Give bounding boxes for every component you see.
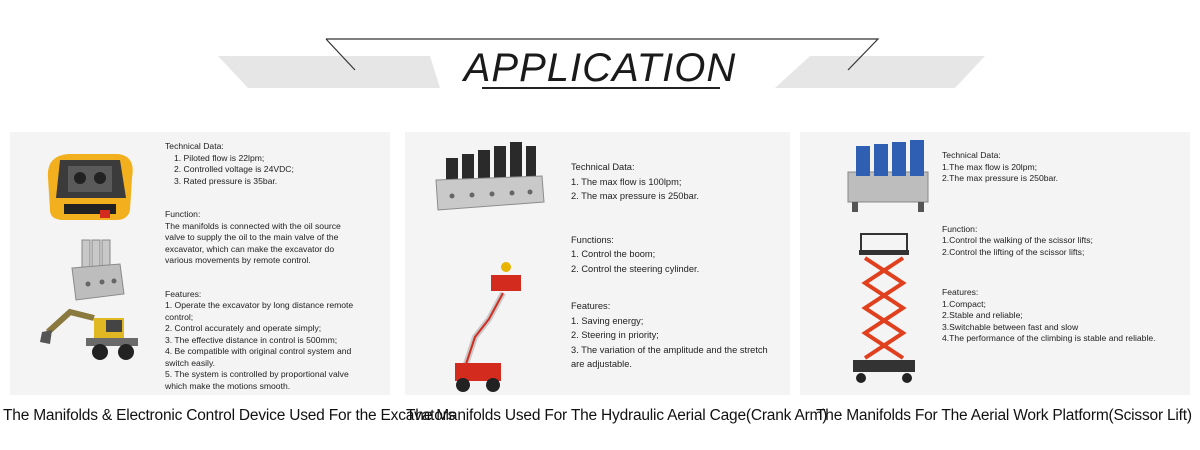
panel2-text — [571, 160, 768, 372]
function-line: excavator, which can make the excavator do — [165, 243, 335, 254]
function-line: 2. Control the steering cylinder. — [571, 263, 700, 274]
feature-line: are adjustable. — [571, 359, 632, 369]
scissor-lift-image — [845, 228, 920, 386]
tech-line: 1. Piloted flow is 22lpm; — [174, 152, 265, 163]
feature-line: 3. The variation of the amplitude and the stretch — [571, 344, 768, 355]
feature-line: 4. Be compatible with original control system and — [165, 346, 352, 356]
feature-line: switch easily. — [165, 357, 215, 368]
feature-line: which make the motions smooth. — [165, 380, 291, 391]
excavator-image — [36, 304, 156, 366]
features-title: Features: — [165, 288, 202, 299]
function-line: 1.Control the walking of the scissor lifts; — [942, 235, 1093, 245]
technical-title: Technical Data: — [942, 150, 1001, 160]
function-line: various movements by remote control. — [165, 255, 311, 265]
feature-line: 2.Stable and reliable; — [942, 310, 1023, 320]
feature-line: 1.Compact; — [942, 298, 986, 309]
feature-line: 3.Switchable between fast and slow — [942, 321, 1079, 332]
feature-line: 4.The performance of the climbing is stable and reliable. — [942, 333, 1156, 343]
panel1-text — [165, 141, 353, 392]
feature-line: 2. Control accurately and operate simply; — [165, 323, 322, 333]
caption-scissor-lift: The Manifolds For The Aerial Work Platform(Scissor Lift) — [816, 407, 1192, 424]
tech-line: 3. Rated pressure is 35bar. — [174, 175, 278, 186]
feature-line: 5. The system is controlled by proportional valve — [165, 369, 349, 379]
tech-line: 2. Controlled voltage is 24VDC; — [174, 164, 294, 174]
boom-lift-image — [445, 255, 535, 395]
function-title: Functions: — [571, 234, 614, 245]
feature-line: control; — [165, 311, 194, 322]
technical-title: Technical Data: — [571, 162, 635, 172]
tech-line: 1. The max flow is 100lpm; — [571, 176, 682, 187]
page-title: APPLICATION — [463, 46, 737, 90]
directional-valve-image — [842, 136, 934, 216]
features-title: Features: — [942, 287, 979, 297]
caption-aerial-cage: The Manifolds Used For The Hydraulic Aerial Cage(Crank Arm) — [406, 407, 828, 424]
feature-line: 2. Steering in priority; — [571, 330, 659, 340]
feature-line: 3. The effective distance in control is 500mm; — [165, 334, 338, 345]
valve-block-image — [432, 140, 547, 215]
function-title: Function: — [942, 223, 978, 234]
function-line: The manifolds is connected with the oil source — [165, 220, 341, 231]
tech-line: 2.The max pressure is 250bar. — [942, 173, 1059, 183]
feature-line: 1. Saving energy; — [571, 315, 644, 326]
function-line: valve to supply the oil to the main valve of the — [165, 232, 339, 242]
function-title: Function: — [165, 209, 201, 219]
tech-line: 1.The max flow is 20lpm; — [942, 161, 1038, 172]
features-title: Features: — [571, 301, 611, 311]
remote-controller-image — [40, 148, 140, 228]
function-line: 2.Control the lifting of the scissor lifts; — [942, 246, 1085, 257]
caption-excavator: The Manifolds & Electronic Control Device Used For the Excavators — [3, 407, 456, 424]
technical-title: Technical Data: — [165, 141, 224, 151]
panel3-text — [942, 150, 1156, 345]
function-line: 1. Control the boom; — [571, 249, 656, 259]
tech-line: 2. The max pressure is 250bar. — [571, 191, 699, 201]
manifold-image — [68, 238, 128, 308]
feature-line: 1. Operate the excavator by long distance remote — [165, 300, 354, 310]
